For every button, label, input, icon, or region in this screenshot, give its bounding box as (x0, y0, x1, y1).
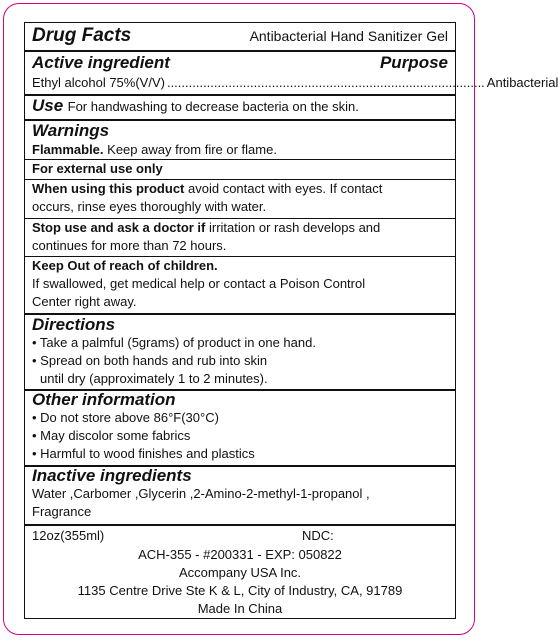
stop-use-line2: continues for more than 72 hours. (32, 238, 227, 253)
flammable-warning (32, 141, 448, 159)
stop-use-text: irritation or rash develops and (209, 220, 381, 235)
swallow-line1: If swallowed, get medical help or contact a Poison Control (32, 276, 366, 291)
when-using-label: When using this product (32, 181, 185, 196)
drug-facts-title: Drug Facts (32, 25, 132, 46)
flammable-label: Flammable. (32, 142, 104, 157)
use-text: For handwashing to decrease bacteria on the skin. (67, 99, 359, 114)
warnings-heading: Warnings (32, 121, 110, 140)
other-info-item: • Harmful to wood finishes and plastics (32, 446, 255, 461)
external-use-warning: For external use only (32, 161, 163, 176)
leader-dots: ........................................................................................ (166, 75, 485, 90)
when-using-text: avoid contact with eyes. If contact (188, 181, 383, 196)
drug-facts-panel (24, 22, 558, 619)
country-of-origin: Made In China (197, 601, 283, 616)
swallow-line2: Center right away. (32, 294, 137, 309)
when-using-line1 (32, 180, 448, 198)
purpose-heading: Purpose (379, 53, 448, 72)
use-heading: Use (32, 96, 64, 115)
directions-heading: Directions (32, 315, 116, 334)
divider (25, 50, 455, 52)
active-ingredient-name: Ethyl alcohol 75%(V/V) (32, 75, 165, 90)
net-volume: 12oz(355ml) (32, 528, 105, 543)
other-info-item: • May discolor some fabrics (32, 428, 191, 443)
inactive-line2: Fragrance (32, 504, 92, 519)
inactive-line1: Water ,Carbomer ,Glycerin ,2-Amino-2-methyl-1-propanol , (32, 486, 370, 501)
inactive-heading: Inactive ingredients (32, 466, 192, 485)
drug-facts-header (32, 25, 448, 47)
other-info-heading: Other information (32, 390, 176, 409)
directions-item: until dry (approximately 1 to 2 minutes). (40, 371, 268, 386)
directions-item: • Spread on both hands and rub into skin (32, 353, 268, 368)
active-ingredient-heading-row (32, 53, 448, 73)
company-name: Accompany USA Inc. (178, 565, 302, 580)
active-ingredient-purpose: Antibacterial (486, 75, 558, 90)
company-address: 1135 Centre Drive Ste K & L, City of Industry, CA, 91789 (77, 583, 403, 598)
stop-use-line1 (32, 219, 448, 237)
active-ingredient-heading: Active ingredient (32, 53, 170, 72)
divider (25, 524, 455, 526)
keep-out-warning: Keep Out of reach of children. (32, 258, 218, 273)
use-section (32, 96, 448, 116)
ndc-label: NDC: (302, 528, 334, 543)
when-using-line2: occurs, rinse eyes thoroughly with water. (32, 199, 267, 214)
product-name: Antibacterial Hand Sanitizer Gel (249, 28, 448, 44)
lot-exp: ACH-355 - #200331 - EXP: 050822 (138, 547, 342, 562)
flammable-text: Keep away from fire or flame. (107, 142, 277, 157)
other-info-item: • Do not store above 86°F(30°C) (32, 410, 219, 425)
directions-item: • Take a palmful (5grams) of product in one hand. (32, 335, 316, 350)
active-ingredient-row (32, 74, 558, 92)
stop-use-label: Stop use and ask a doctor if (32, 220, 206, 235)
